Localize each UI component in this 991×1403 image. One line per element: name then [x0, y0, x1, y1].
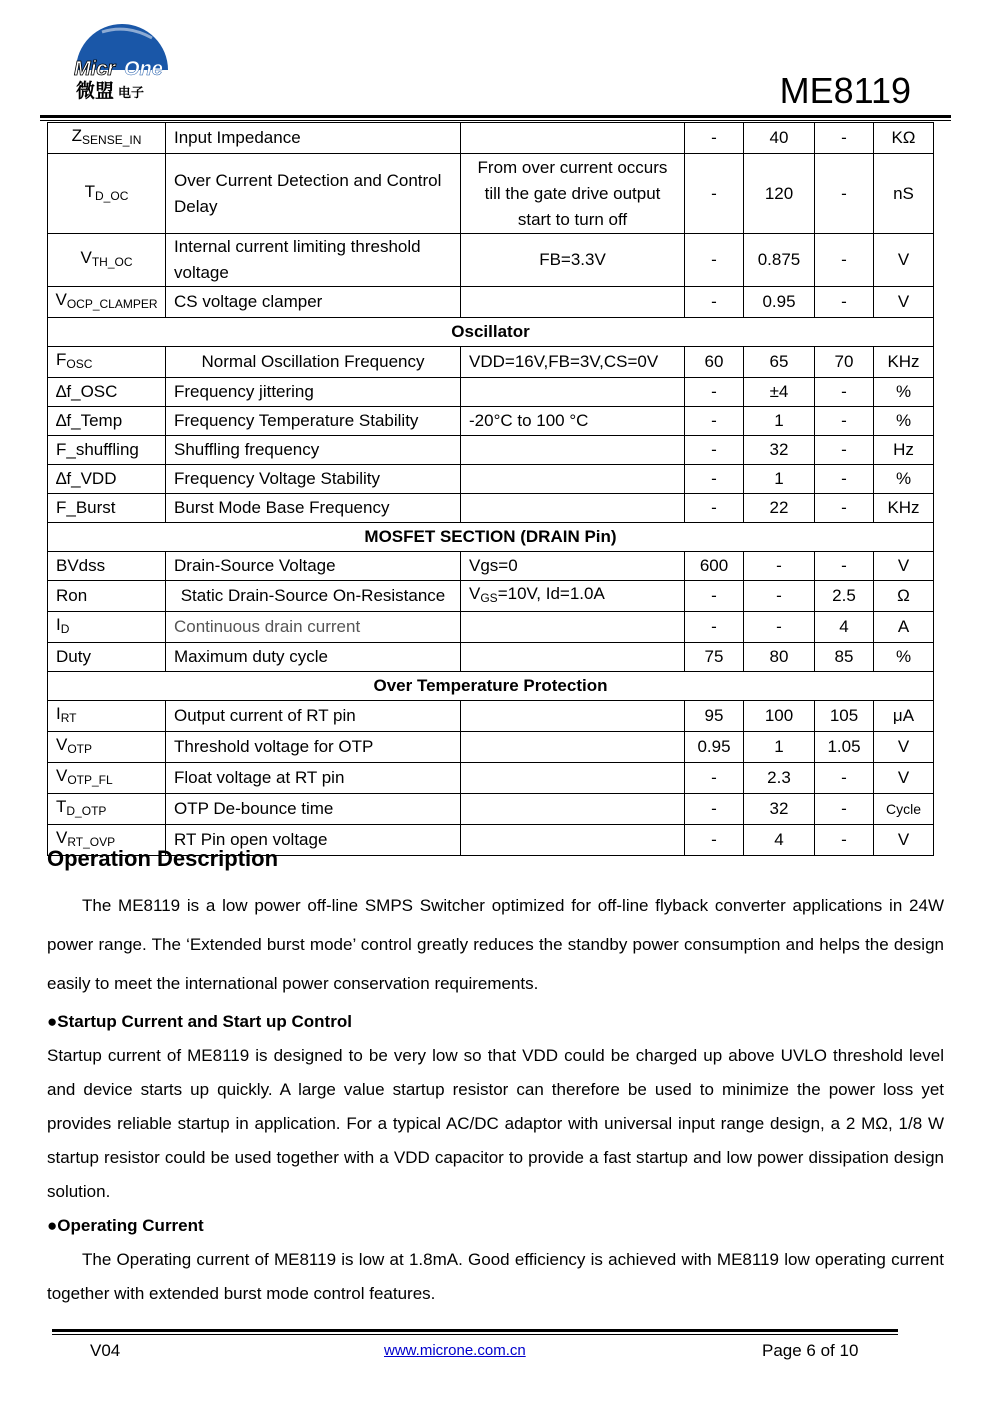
parameter-cell: RT Pin open voltage: [166, 825, 461, 856]
table-row: [48, 701, 934, 732]
symbol-cell: [48, 287, 166, 318]
max-cell: 4: [815, 612, 874, 643]
typ-cell: 65: [744, 347, 815, 378]
header-rule-thin: [40, 120, 951, 121]
operating-section: [47, 1214, 944, 1311]
logo-text-en-a: Micr: [74, 58, 116, 80]
min-cell: -: [685, 154, 744, 234]
table-row: [48, 347, 934, 378]
typ-cell: ±4: [744, 378, 815, 407]
typ-cell: 2.3: [744, 763, 815, 794]
table-row: [48, 407, 934, 436]
parameter-cell: CS voltage clamper: [166, 287, 461, 318]
max-cell: 85: [815, 643, 874, 672]
intro-text: The ME8119 is a low power off-line SMPS Switcher optimized for off-line flyback converter applications in 24W power range. The ‘Extended burst mode’ control greatly reduces the standby power consumption and helps the design easily to meet the international power conservation requirements.: [47, 896, 944, 993]
min-cell: -: [685, 825, 744, 856]
table-row: [48, 552, 934, 581]
section-row: [48, 672, 934, 701]
table-row: [48, 465, 934, 494]
min-cell: -: [685, 794, 744, 825]
symbol: V: [56, 828, 68, 847]
unit-cell: nS: [874, 154, 934, 234]
typ-cell: 0.875: [744, 234, 815, 287]
max-cell: -: [815, 154, 874, 234]
max-cell: -: [815, 407, 874, 436]
typ-cell: 1: [744, 732, 815, 763]
min-cell: -: [685, 612, 744, 643]
operating-text: The Operating current of ME8119 is low at 1.8mA. Good efficiency is achieved with ME8119 low operating current together with extended burst mode control features.: [47, 1250, 944, 1303]
max-cell: -: [815, 123, 874, 154]
condition-cell: [461, 581, 685, 612]
document-title: ME8119: [779, 70, 911, 111]
typ-cell: 100: [744, 701, 815, 732]
typ-cell: -: [744, 612, 815, 643]
parameter-cell: Maximum duty cycle: [166, 643, 461, 672]
condition-cell: -20°C to 100 °C: [461, 407, 685, 436]
section-row: [48, 523, 934, 552]
table-row: [48, 234, 934, 287]
typ-cell: 1: [744, 465, 815, 494]
symbol: V: [55, 290, 67, 309]
condition-subscript: GS: [480, 591, 498, 605]
max-cell: -: [815, 825, 874, 856]
symbol-cell: [48, 436, 166, 465]
startup-section: [47, 1010, 944, 1209]
unit-cell: KHz: [874, 494, 934, 523]
parameter-cell: Shuffling frequency: [166, 436, 461, 465]
symbol-cell: [48, 347, 166, 378]
logo-text-cn-b: 电子: [118, 86, 145, 101]
symbol-subscript: OCP_CLAMPER: [66, 297, 158, 311]
max-cell: 2.5: [815, 581, 874, 612]
symbol-cell: [48, 154, 166, 234]
condition-cell: [461, 732, 685, 763]
parameter-cell: Static Drain-Source On-Resistance: [166, 581, 461, 612]
condition-cell: [461, 701, 685, 732]
condition-cell: [461, 378, 685, 407]
company-logo: [72, 20, 172, 102]
symbol: T: [84, 181, 96, 201]
max-cell: -: [815, 494, 874, 523]
header-rule: [40, 115, 951, 118]
startup-heading: ●Startup Current and Start up Control: [47, 1012, 352, 1031]
footer-rule-thin: [52, 1334, 898, 1335]
startup-text: Startup current of ME8119 is designed to be very low so that VDD could be charged up above UVLO threshold level and device starts up quickly. A large value startup resistor can therefore be used to minimize the power loss yet provides reliable startup in application. For a typical AC/DC adaptor with universal input range design, a 2 MΩ, 1/8 W startup resistor could be used together with a VDD capacitor to provide a fast startup and low power dissipation design solution.: [47, 1046, 944, 1201]
symbol: F: [56, 350, 67, 369]
symbol-subscript: D_OTP: [66, 804, 107, 818]
table-row: [48, 581, 934, 612]
parameter-cell: Frequency jittering: [166, 378, 461, 407]
condition-cell: [461, 612, 685, 643]
typ-cell: 32: [744, 436, 815, 465]
electrical-characteristics-table: [47, 122, 934, 856]
symbol: V: [80, 248, 92, 267]
symbol: V: [56, 735, 68, 754]
typ-cell: -: [744, 581, 815, 612]
unit-cell: Cycle: [874, 794, 934, 825]
condition-a: V: [469, 584, 481, 603]
symbol: ∆f_Temp: [56, 411, 123, 430]
table-row: [48, 436, 934, 465]
min-cell: -: [685, 234, 744, 287]
unit-cell: %: [874, 465, 934, 494]
min-cell: -: [685, 378, 744, 407]
min-cell: -: [685, 494, 744, 523]
max-cell: -: [815, 234, 874, 287]
symbol-cell: [48, 465, 166, 494]
symbol-cell: [48, 581, 166, 612]
symbol-cell: [48, 494, 166, 523]
symbol-cell: [48, 643, 166, 672]
min-cell: 60: [685, 347, 744, 378]
unit-cell: %: [874, 378, 934, 407]
symbol-cell: [48, 763, 166, 794]
unit-cell: V: [874, 763, 934, 794]
symbol: Duty: [56, 647, 91, 666]
condition-cell: [461, 794, 685, 825]
symbol: F_Burst: [56, 498, 116, 517]
condition-cell: [461, 494, 685, 523]
symbol-subscript: OTP: [67, 742, 93, 756]
symbol-cell: [48, 407, 166, 436]
typ-cell: 80: [744, 643, 815, 672]
typ-cell: 120: [744, 154, 815, 234]
unit-cell: V: [874, 234, 934, 287]
parameter-cell: Threshold voltage for OTP: [166, 732, 461, 763]
parameter-cell: Internal current limiting threshold voltage: [166, 234, 461, 287]
symbol-cell: [48, 701, 166, 732]
table-row: [48, 612, 934, 643]
symbol-subscript: D: [60, 622, 70, 636]
unit-cell: A: [874, 612, 934, 643]
min-cell: -: [685, 407, 744, 436]
symbol: ∆f_VDD: [56, 469, 117, 488]
min-cell: 75: [685, 643, 744, 672]
max-cell: -: [815, 287, 874, 318]
unit-cell: V: [874, 552, 934, 581]
symbol-subscript: OTP_FL: [67, 773, 113, 787]
condition-cell: [461, 763, 685, 794]
symbol-cell: [48, 234, 166, 287]
parameter-cell: Float voltage at RT pin: [166, 763, 461, 794]
parameter-cell: Normal Oscillation Frequency: [166, 347, 461, 378]
unit-cell: KHz: [874, 347, 934, 378]
section-title: Oscillator: [48, 318, 934, 347]
parameter-cell: OTP De-bounce time: [166, 794, 461, 825]
max-cell: 1.05: [815, 732, 874, 763]
max-cell: -: [815, 436, 874, 465]
unit-cell: KΩ: [874, 123, 934, 154]
symbol: Z: [71, 126, 83, 145]
condition-cell: From over current occurs till the gate drive output start to turn off: [461, 154, 685, 234]
symbol: BVdss: [56, 556, 106, 575]
table-row: [48, 378, 934, 407]
operation-heading: Operation Description: [47, 846, 279, 871]
condition-cell: [461, 465, 685, 494]
footer-version: V04: [90, 1341, 121, 1360]
table-row: [48, 794, 934, 825]
condition-cell: [461, 287, 685, 318]
unit-cell: Ω: [874, 581, 934, 612]
condition-cell: [461, 123, 685, 154]
condition-cell: [461, 825, 685, 856]
symbol: T: [56, 797, 67, 816]
parameter-cell: Burst Mode Base Frequency: [166, 494, 461, 523]
parameter-cell: Frequency Temperature Stability: [166, 407, 461, 436]
typ-cell: 32: [744, 794, 815, 825]
symbol: Ron: [56, 586, 88, 605]
symbol: I: [56, 615, 61, 634]
min-cell: 95: [685, 701, 744, 732]
symbol-subscript: D_OC: [95, 188, 129, 203]
section-title: MOSFET SECTION (DRAIN Pin): [48, 523, 934, 552]
unit-cell: μA: [874, 701, 934, 732]
table-row: [48, 732, 934, 763]
min-cell: 0.95: [685, 732, 744, 763]
condition-cell: [461, 436, 685, 465]
table-row: [48, 763, 934, 794]
footer-rule: [52, 1329, 898, 1332]
unit-cell: %: [874, 643, 934, 672]
symbol-cell: [48, 794, 166, 825]
parameter-cell: Output current of RT pin: [166, 701, 461, 732]
parameter-cell: Drain-Source Voltage: [166, 552, 461, 581]
logo-text-en-b: One: [124, 58, 163, 80]
unit-cell: %: [874, 407, 934, 436]
typ-cell: 0.95: [744, 287, 815, 318]
operating-heading: ●Operating Current: [47, 1216, 204, 1235]
min-cell: -: [685, 465, 744, 494]
min-cell: -: [685, 436, 744, 465]
symbol-cell: [48, 123, 166, 154]
symbol: ∆f_OSC: [56, 382, 118, 401]
parameter-cell: Continuous drain current: [166, 612, 461, 643]
symbol-cell: [48, 552, 166, 581]
condition-cell: [461, 643, 685, 672]
footer-website-link[interactable]: www.microne.com.cn: [384, 1342, 526, 1359]
max-cell: -: [815, 794, 874, 825]
min-cell: -: [685, 287, 744, 318]
table-row: [48, 643, 934, 672]
section-title: Over Temperature Protection: [48, 672, 934, 701]
unit-cell: V: [874, 825, 934, 856]
symbol-subscript: RT_OVP: [67, 835, 116, 849]
max-cell: -: [815, 465, 874, 494]
logo-text-cn-a: 微盟: [76, 80, 115, 102]
unit-cell: Hz: [874, 436, 934, 465]
min-cell: -: [685, 123, 744, 154]
max-cell: 70: [815, 347, 874, 378]
intro-paragraph: [47, 886, 944, 1003]
typ-cell: 1: [744, 407, 815, 436]
min-cell: 600: [685, 552, 744, 581]
condition-b: =10V, Id=1.0A: [497, 584, 605, 603]
min-cell: -: [685, 581, 744, 612]
unit-cell: V: [874, 732, 934, 763]
parameter-cell: Input Impedance: [166, 123, 461, 154]
max-cell: -: [815, 763, 874, 794]
parameter-cell: Frequency Voltage Stability: [166, 465, 461, 494]
parameter-cell: Over Current Detection and Control Delay: [166, 154, 461, 234]
symbol-subscript: OSC: [66, 357, 93, 371]
max-cell: -: [815, 552, 874, 581]
symbol-cell: [48, 612, 166, 643]
unit-cell: V: [874, 287, 934, 318]
typ-cell: 4: [744, 825, 815, 856]
symbol-cell: [48, 732, 166, 763]
min-cell: -: [685, 763, 744, 794]
table-row: [48, 154, 934, 234]
table-row: [48, 494, 934, 523]
typ-cell: -: [744, 552, 815, 581]
symbol: I: [56, 704, 61, 723]
symbol-cell: [48, 378, 166, 407]
table-row: [48, 287, 934, 318]
symbol-subscript: SENSE_IN: [82, 133, 142, 147]
condition-cell: FB=3.3V: [461, 234, 685, 287]
table-row: [48, 123, 934, 154]
typ-cell: 40: [744, 123, 815, 154]
footer-page-number: Page 6 of 10: [762, 1341, 859, 1360]
symbol-subscript: RT: [60, 711, 77, 725]
typ-cell: 22: [744, 494, 815, 523]
section-row: [48, 318, 934, 347]
max-cell: -: [815, 378, 874, 407]
symbol: F_shuffling: [56, 440, 139, 459]
condition-cell: Vgs=0: [461, 552, 685, 581]
max-cell: 105: [815, 701, 874, 732]
symbol-subscript: TH_OC: [91, 255, 133, 269]
symbol: V: [56, 766, 68, 785]
condition-cell: VDD=16V,FB=3V,CS=0V: [461, 347, 685, 378]
